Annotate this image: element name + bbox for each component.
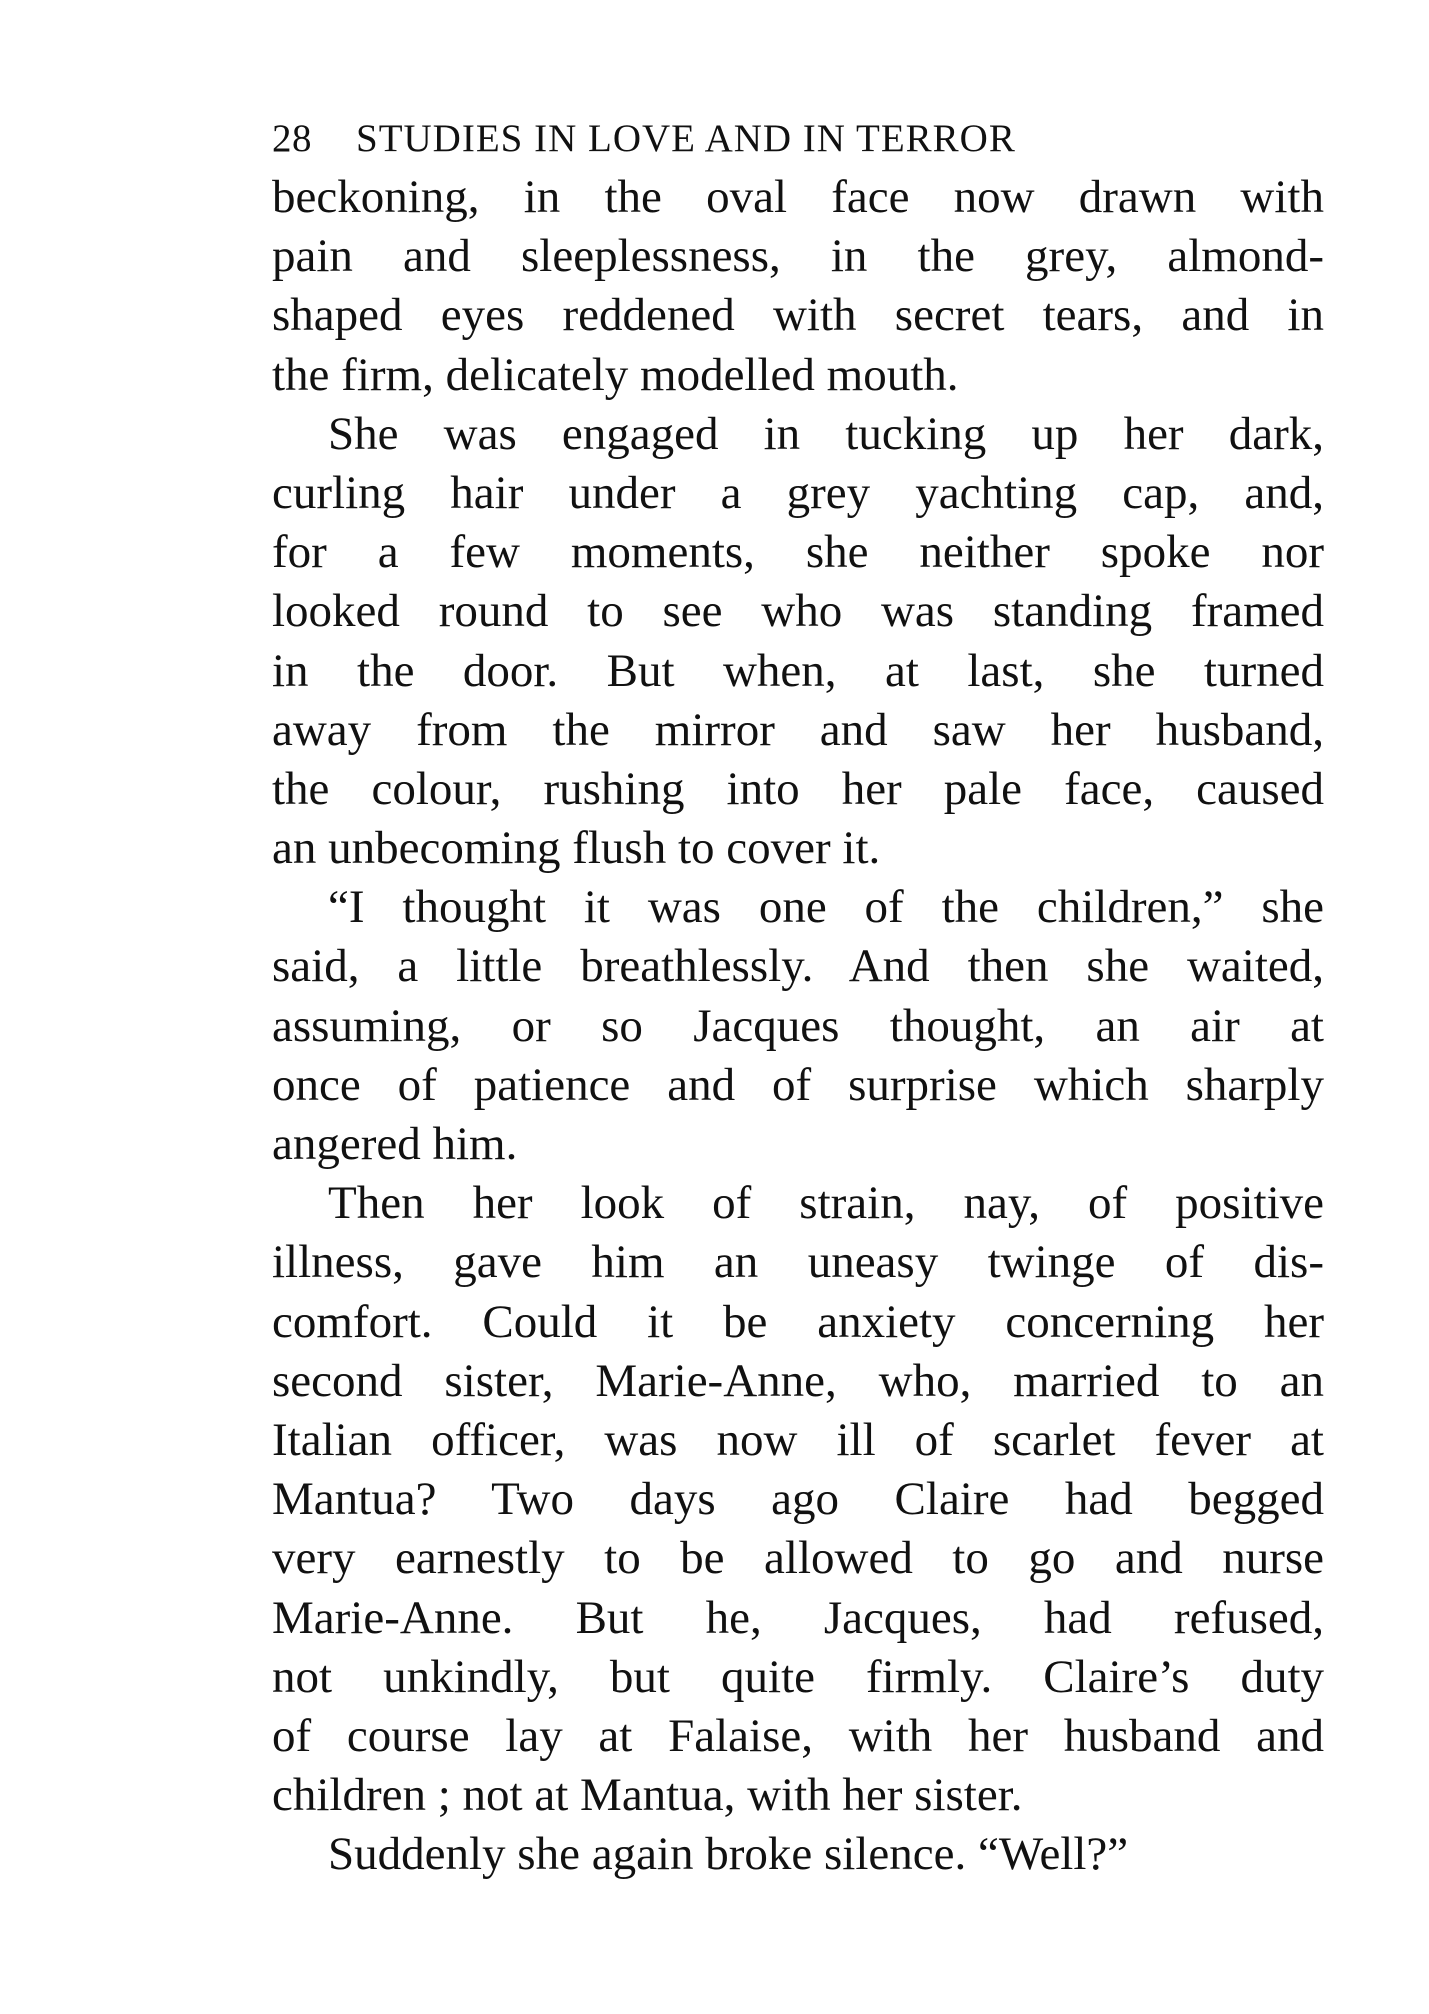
- page-number: 28: [272, 117, 312, 160]
- text-line: comfort. Could it be anxiety concerning her: [272, 1295, 1324, 1348]
- text-line: illness, gave him an uneasy twinge of dis-: [272, 1236, 1324, 1289]
- text-line: She was engaged in tucking up her dark,: [328, 407, 1324, 460]
- text-line: pain and sleeplessness, in the grey, almond-: [272, 230, 1324, 283]
- text-line: Italian officer, was now ill of scarlet fever at: [272, 1413, 1324, 1466]
- text-line: very earnestly to be allowed to go and nurse: [272, 1532, 1324, 1585]
- text-line: an unbecoming flush to cover it.: [272, 822, 881, 875]
- text-line: for a few moments, she neither spoke nor: [272, 526, 1324, 579]
- text-line: curling hair under a grey yachting cap, and,: [272, 466, 1324, 519]
- book-page: [272, 110, 1324, 1884]
- text-line: Mantua? Two days ago Claire had begged: [272, 1473, 1324, 1526]
- text-line: in the door. But when, at last, she turned: [272, 644, 1324, 697]
- text-line: Then her look of strain, nay, of positive: [328, 1177, 1324, 1230]
- text-line: looked round to see who was standing framed: [272, 585, 1324, 638]
- text-line: second sister, Marie-Anne, who, married to an: [272, 1354, 1324, 1407]
- text-line: said, a little breathlessly. And then she waited,: [272, 940, 1324, 993]
- text-line: beckoning, in the oval face now drawn with: [272, 171, 1324, 223]
- text-line: assuming, or so Jacques thought, an air at: [272, 999, 1324, 1052]
- text-line: once of patience and of surprise which sharply: [272, 1058, 1324, 1111]
- text-line: away from the mirror and saw her husband,: [272, 703, 1324, 756]
- text-line: the colour, rushing into her pale face, caused: [272, 762, 1324, 815]
- text-line: not unkindly, but quite firmly. Claire’s duty: [272, 1650, 1324, 1703]
- text-line: of course lay at Falaise, with her husband and: [272, 1709, 1324, 1762]
- body-text: [272, 168, 1324, 1884]
- text-line: Marie-Anne. But he, Jacques, had refused,: [272, 1591, 1324, 1644]
- text-line: shaped eyes reddened with secret tears, and in: [272, 289, 1324, 342]
- text-line: “I thought it was one of the children,” she: [328, 881, 1324, 934]
- text-line: children ; not at Mantua, with her sister.: [272, 1769, 1023, 1822]
- text-line: Suddenly she again broke silence. “Well?”: [328, 1828, 1129, 1881]
- running-title: STUDIES IN LOVE AND IN TERROR: [356, 117, 1016, 160]
- text-line: angered him.: [272, 1118, 518, 1170]
- running-head: [272, 110, 1324, 168]
- text-line: the firm, delicately modelled mouth.: [272, 348, 959, 401]
